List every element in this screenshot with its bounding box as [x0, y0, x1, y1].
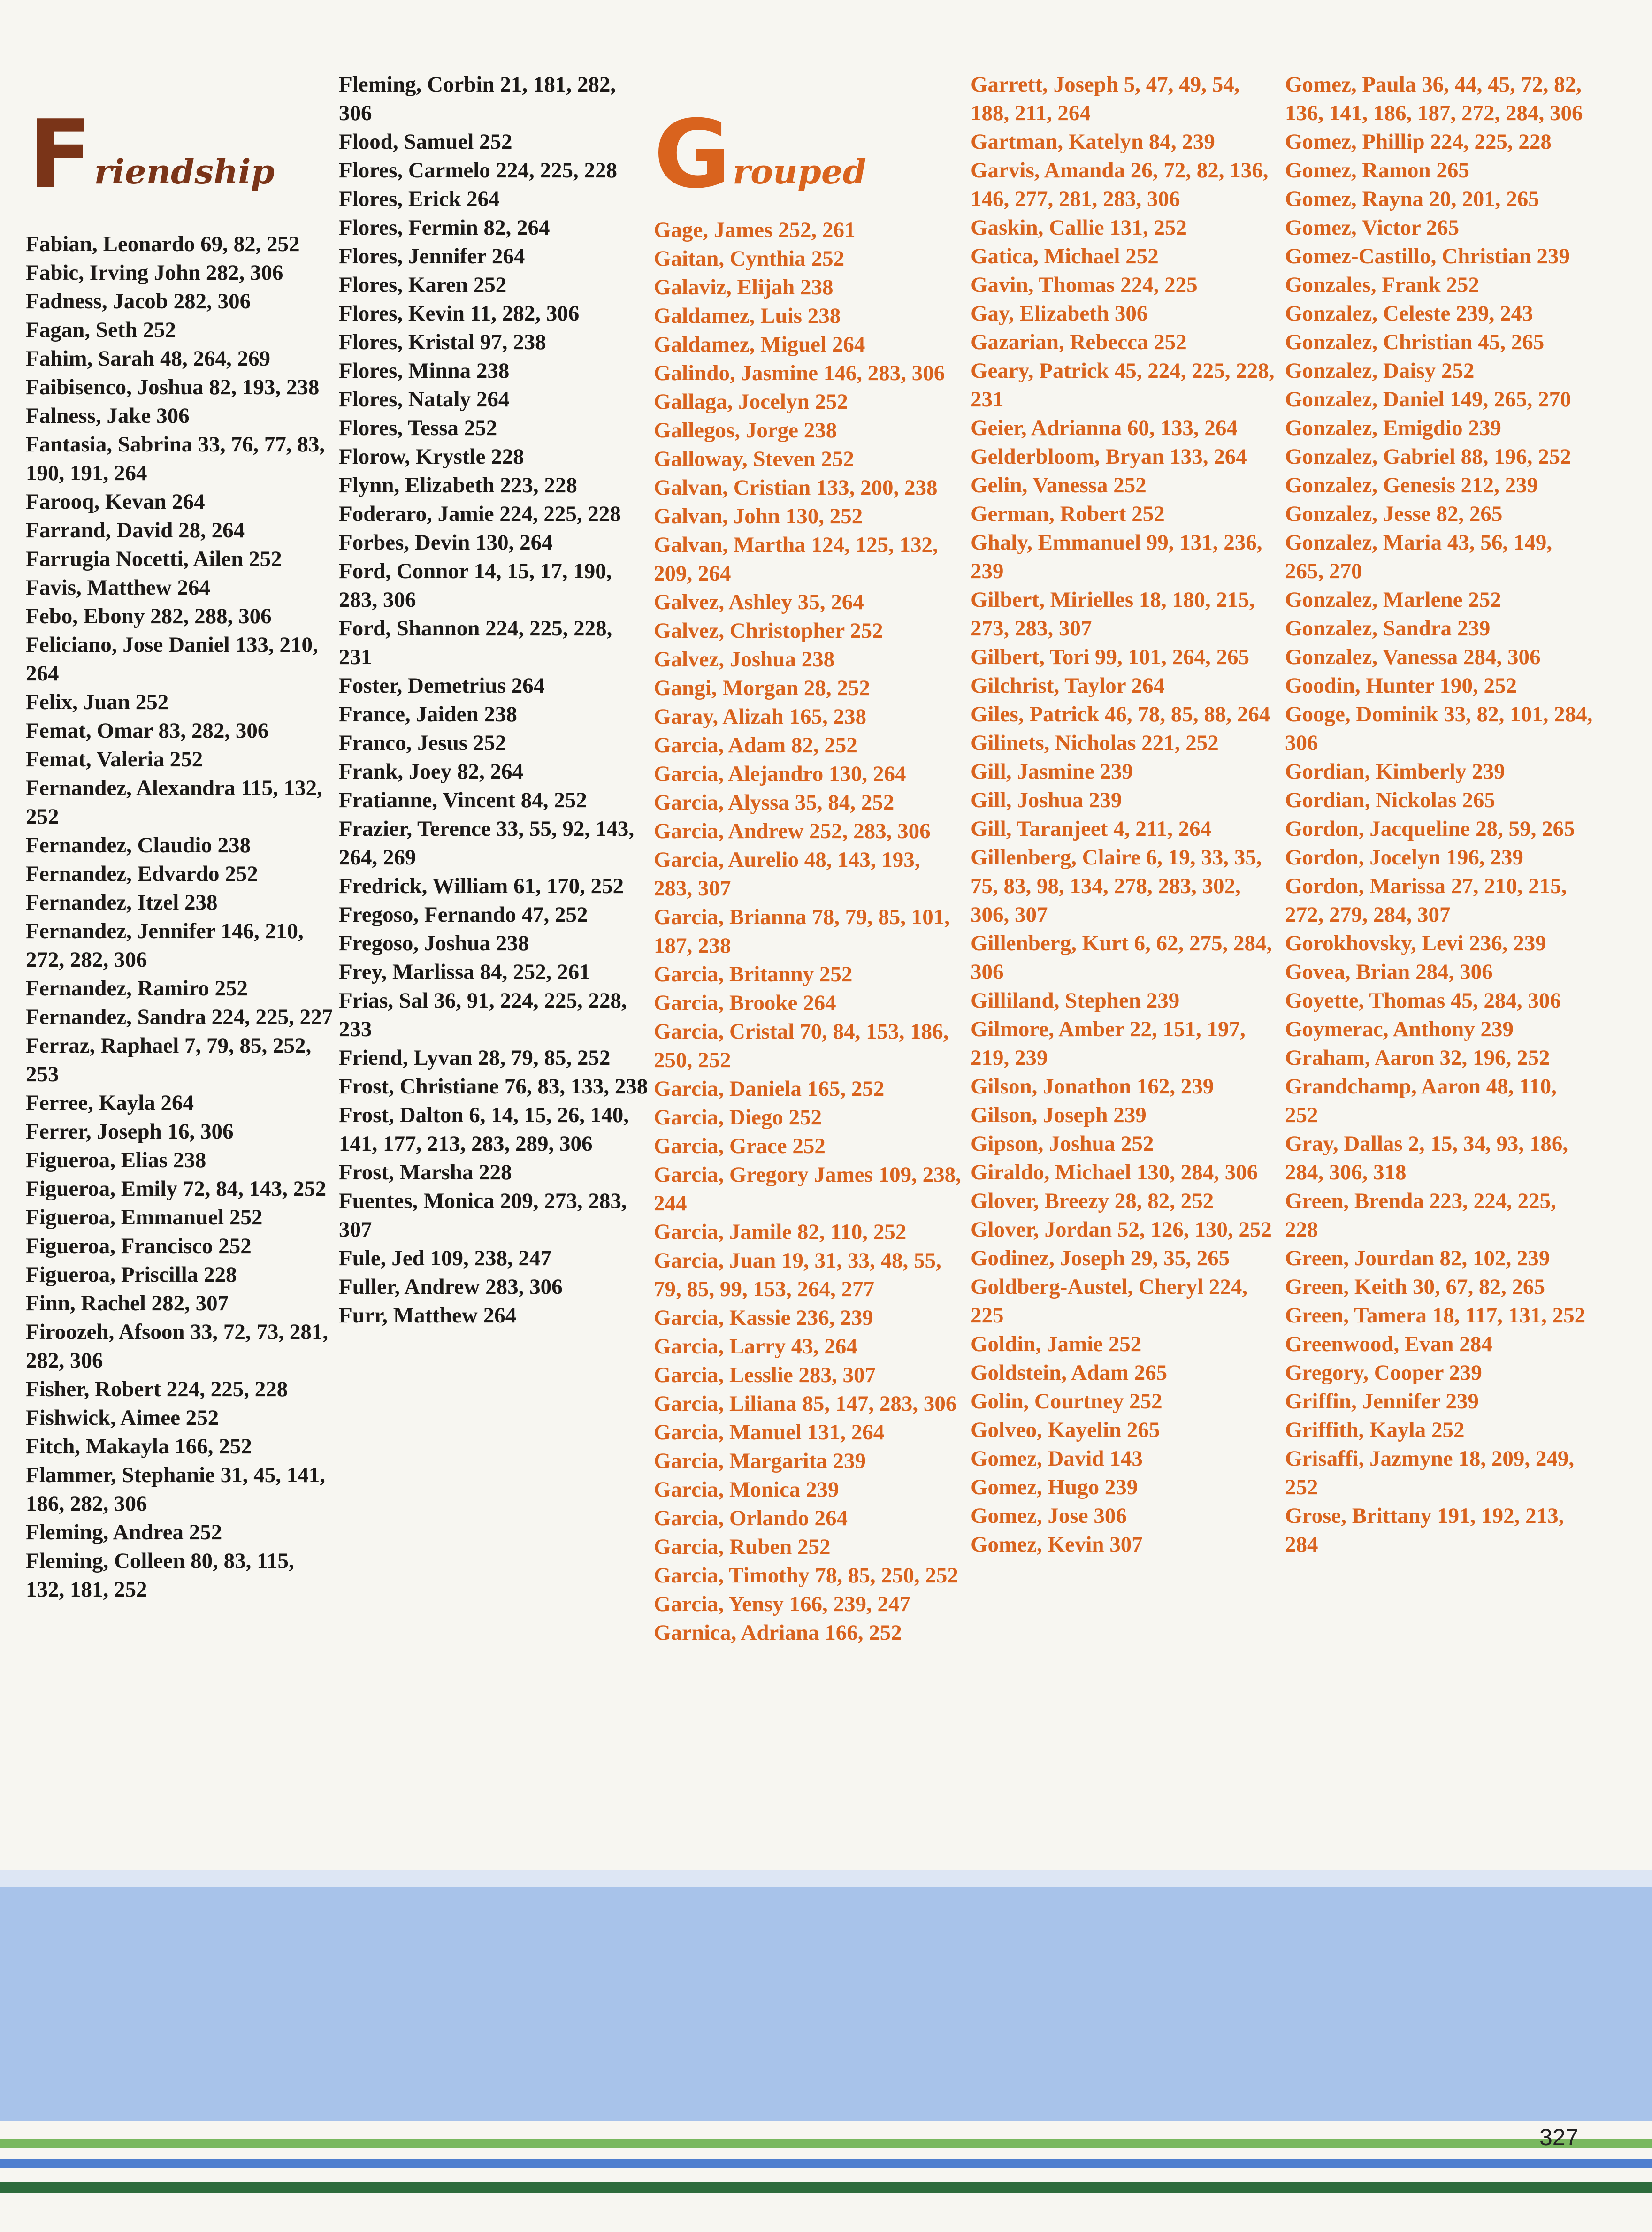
index-entry: Galvan, John 130, 252 [654, 504, 863, 528]
index-entry: Galvez, Christopher 252 [654, 619, 883, 643]
index-entry: Garcia, Jamile 82, 110, 252 [654, 1220, 907, 1244]
page-number: 327 [1539, 2124, 1579, 2150]
index-entry: Fernandez, Alexandra 115, 132, 252 [26, 776, 322, 829]
index-entry: Gonzalez, Genesis 212, 239 [1285, 473, 1538, 497]
index-entry: Frost, Dalton 6, 14, 15, 26, 140, 141, 177, 213, 283, 289, 306 [339, 1103, 629, 1156]
index-entry: Glover, Jordan 52, 126, 130, 252 [971, 1217, 1272, 1242]
index-entry: Falness, Jake 306 [26, 404, 190, 428]
index-entry: Garcia, Juan 19, 31, 33, 48, 55, 79, 85, 99, 153, 264, 277 [654, 1248, 941, 1301]
index-entry: Garcia, Timothy 78, 85, 250, 252 [654, 1563, 958, 1588]
index-entry: Gatica, Michael 252 [971, 244, 1159, 268]
index-entry: Gage, James 252, 261 [654, 218, 856, 242]
index-column-3 [654, 216, 964, 1647]
index-entry: Gomez, Phillip 224, 225, 228 [1285, 130, 1552, 154]
index-entry: Ghaly, Emmanuel 99, 131, 236, 239 [971, 530, 1262, 583]
index-entry: Fernandez, Ramiro 252 [26, 976, 248, 1001]
friendship-initial: F [28, 100, 92, 209]
index-entry: Goldstein, Adam 265 [971, 1361, 1168, 1385]
index-entry: Fernandez, Sandra 224, 225, 227 [26, 1005, 333, 1029]
index-entry: Gregory, Cooper 239 [1285, 1361, 1482, 1385]
friendship-rest: riendship [94, 152, 275, 191]
index-entry: German, Robert 252 [971, 502, 1165, 526]
index-column-5 [1285, 70, 1595, 1559]
index-entry: Gonzalez, Jesse 82, 265 [1285, 502, 1503, 526]
index-entry: Garcia, Britanny 252 [654, 962, 853, 986]
index-entry: Garcia, Ruben 252 [654, 1535, 831, 1559]
index-entry: Garcia, Alyssa 35, 84, 252 [654, 790, 895, 815]
index-entry: Gomez, Ramon 265 [1285, 158, 1469, 183]
index-entry: Gilbert, Tori 99, 101, 264, 265 [971, 645, 1250, 669]
index-entry: Govea, Brian 284, 306 [1285, 960, 1493, 984]
index-entry: Fabian, Leonardo 69, 82, 252 [26, 232, 300, 256]
grouped-heading [654, 100, 964, 209]
index-entry: Figueroa, Emmanuel 252 [26, 1205, 263, 1230]
index-entry: Garcia, Yensy 166, 239, 247 [654, 1592, 911, 1616]
index-entry: Flores, Erick 264 [339, 187, 500, 211]
index-entry: Flores, Minna 238 [339, 359, 510, 383]
index-entry: Gipson, Joshua 252 [971, 1131, 1154, 1156]
index-entry: Garvis, Amanda 26, 72, 82, 136, 146, 277, 281, 283, 306 [971, 158, 1269, 211]
index-entry: Flores, Tessa 252 [339, 416, 497, 440]
index-entry: Gilmore, Amber 22, 151, 197, 219, 239 [971, 1017, 1246, 1070]
index-entry: Garcia, Diego 252 [654, 1105, 822, 1130]
index-entry: Galvan, Cristian 133, 200, 238 [654, 475, 938, 500]
index-column-1 [26, 230, 336, 1604]
index-entry: Friend, Lyvan 28, 79, 85, 252 [339, 1046, 611, 1070]
index-entry: Galloway, Steven 252 [654, 447, 854, 471]
index-entry: Garcia, Andrew 252, 283, 306 [654, 819, 931, 843]
index-entry: Garnica, Adriana 166, 252 [654, 1620, 902, 1645]
index-entry: Florow, Krystle 228 [339, 444, 524, 469]
index-entry: Green, Jourdan 82, 102, 239 [1285, 1246, 1550, 1270]
index-entry: Foster, Demetrius 264 [339, 673, 545, 698]
index-entry: Gordon, Jocelyn 196, 239 [1285, 845, 1523, 870]
index-entry: Gilliland, Stephen 239 [971, 988, 1180, 1013]
index-entry: Flores, Kristal 97, 238 [339, 330, 546, 354]
index-entry: Garcia, Orlando 264 [654, 1506, 848, 1530]
index-entry: Fleming, Colleen 80, 83, 115, 132, 181, 252 [26, 1549, 294, 1602]
index-entry: Frank, Joey 82, 264 [339, 759, 523, 784]
index-entry: Gomez, Kevin 307 [971, 1532, 1143, 1557]
index-entry: Goymerac, Anthony 239 [1285, 1017, 1514, 1041]
index-entry: Frost, Christiane 76, 83, 133, 238 [339, 1074, 648, 1099]
index-entry: Gangi, Morgan 28, 252 [654, 676, 870, 700]
index-entry: Flores, Jennifer 264 [339, 244, 525, 268]
index-entry: Gomez, Victor 265 [1285, 215, 1460, 240]
index-entry: Garrett, Joseph 5, 47, 49, 54, 188, 211, 264 [971, 72, 1240, 125]
index-entry: Fahim, Sarah 48, 264, 269 [26, 346, 270, 371]
index-entry: Gaskin, Callie 131, 252 [971, 215, 1187, 240]
index-entry: Gallegos, Jorge 238 [654, 418, 837, 443]
index-entry: Feliciano, Jose Daniel 133, 210, 264 [26, 633, 318, 686]
index-entry: Gilson, Joseph 239 [971, 1103, 1147, 1127]
index-entry: Gill, Jasmine 239 [971, 759, 1133, 784]
index-entry: Gartman, Katelyn 84, 239 [971, 130, 1215, 154]
index-entry: Garcia, Adam 82, 252 [654, 733, 857, 757]
index-entry: Firoozeh, Afsoon 33, 72, 73, 281, 282, 306 [26, 1320, 329, 1373]
index-entry: Fule, Jed 109, 238, 247 [339, 1246, 552, 1270]
index-entry: Gonzalez, Marlene 252 [1285, 588, 1501, 612]
grouped-rest: rouped [733, 152, 866, 191]
index-entry: Godinez, Joseph 29, 35, 265 [971, 1246, 1230, 1270]
index-entry: Forbes, Devin 130, 264 [339, 530, 553, 555]
index-entry: Fisher, Robert 224, 225, 228 [26, 1377, 288, 1401]
index-entry: Green, Tamera 18, 117, 131, 252 [1285, 1303, 1586, 1328]
index-entry: Furr, Matthew 264 [339, 1303, 517, 1328]
index-entry: Galaviz, Elijah 238 [654, 275, 834, 299]
index-entry: Fadness, Jacob 282, 306 [26, 289, 251, 313]
index-entry: Fregoso, Joshua 238 [339, 931, 529, 955]
index-entry: Fregoso, Fernando 47, 252 [339, 902, 588, 927]
index-entry: Flynn, Elizabeth 223, 228 [339, 473, 577, 497]
index-entry: Galdamez, Luis 238 [654, 304, 841, 328]
footer-stripe-dark-green [0, 2182, 1652, 2193]
index-entry: Frias, Sal 36, 91, 224, 225, 228, 233 [339, 988, 627, 1041]
index-entry: Gill, Taranjeet 4, 211, 264 [971, 817, 1212, 841]
index-entry: Gomez, Hugo 239 [971, 1475, 1138, 1499]
index-entry: Gonzalez, Sandra 239 [1285, 616, 1491, 641]
index-entry: Goldberg-Austel, Cheryl 224, 225 [971, 1275, 1248, 1328]
index-entry: Gonzales, Frank 252 [1285, 273, 1479, 297]
index-entry: Fuentes, Monica 209, 273, 283, 307 [339, 1189, 627, 1242]
index-entry: Gomez, Jose 306 [971, 1504, 1127, 1528]
index-entry: Finn, Rachel 282, 307 [26, 1291, 229, 1315]
friendship-heading [28, 100, 338, 209]
index-entry: Garcia, Larry 43, 264 [654, 1334, 857, 1359]
index-entry: Grandchamp, Aaron 48, 110, 252 [1285, 1074, 1557, 1127]
index-entry: Garcia, Aurelio 48, 143, 193, 283, 307 [654, 848, 920, 901]
index-entry: Gonzalez, Vanessa 284, 306 [1285, 645, 1541, 669]
index-entry: Flores, Kevin 11, 282, 306 [339, 301, 580, 326]
index-entry: Garcia, Lesslie 283, 307 [654, 1363, 876, 1387]
index-entry: Garcia, Margarita 239 [654, 1449, 866, 1473]
index-entry: Flammer, Stephanie 31, 45, 141, 186, 282, 306 [26, 1463, 325, 1516]
index-entry: Fredrick, William 61, 170, 252 [339, 874, 624, 898]
index-entry: Gilbert, Mirielles 18, 180, 215, 273, 283, 307 [971, 588, 1255, 641]
index-entry: Galvan, Martha 124, 125, 132, 209, 264 [654, 533, 938, 586]
index-entry: Femat, Omar 83, 282, 306 [26, 719, 269, 743]
index-entry: Gilinets, Nicholas 221, 252 [971, 731, 1219, 755]
index-entry: Gonzalez, Maria 43, 56, 149, 265, 270 [1285, 530, 1553, 583]
index-entry: Gordon, Marissa 27, 210, 215, 272, 279, 284, 307 [1285, 874, 1567, 927]
index-entry: Gonzalez, Gabriel 88, 196, 252 [1285, 444, 1571, 469]
index-entry: Franco, Jesus 252 [339, 731, 506, 755]
index-entry: Grose, Brittany 191, 192, 213, 284 [1285, 1504, 1564, 1557]
index-entry: Farooq, Kevan 264 [26, 489, 205, 514]
index-entry: Gordon, Jacqueline 28, 59, 265 [1285, 817, 1575, 841]
index-entry: Giles, Patrick 46, 78, 85, 88, 264 [971, 702, 1270, 726]
index-entry: Febo, Ebony 282, 288, 306 [26, 604, 272, 628]
index-entry: Gonzalez, Daniel 149, 265, 270 [1285, 387, 1571, 412]
index-entry: Garcia, Cristal 70, 84, 153, 186, 250, 252 [654, 1019, 949, 1072]
index-entry: Gay, Elizabeth 306 [971, 301, 1148, 326]
index-column-2 [339, 70, 649, 1330]
index-entry: Ford, Connor 14, 15, 17, 190, 283, 306 [339, 559, 612, 612]
index-entry: Grisaffi, Jazmyne 18, 209, 249, 252 [1285, 1446, 1575, 1499]
index-entry: Gavin, Thomas 224, 225 [971, 273, 1198, 297]
index-entry: Felix, Juan 252 [26, 690, 169, 714]
index-entry: Galvez, Ashley 35, 264 [654, 590, 864, 614]
index-entry: Gonzalez, Emigdio 239 [1285, 416, 1501, 440]
index-entry: Flores, Fermin 82, 264 [339, 215, 550, 240]
index-entry: Ferraz, Raphael 7, 79, 85, 252, 253 [26, 1033, 312, 1086]
index-entry: Foderaro, Jamie 224, 225, 228 [339, 502, 621, 526]
index-entry: Fleming, Andrea 252 [26, 1520, 222, 1544]
index-entry: Garcia, Alejandro 130, 264 [654, 762, 906, 786]
index-entry: Fernandez, Itzel 238 [26, 890, 218, 915]
index-entry: Garcia, Gregory James 109, 238, 244 [654, 1162, 961, 1215]
footer-stripe-blue [0, 2159, 1652, 2168]
index-entry: Frey, Marlissa 84, 252, 261 [339, 960, 590, 984]
index-entry: Fernandez, Jennifer 146, 210, 272, 282, 306 [26, 919, 304, 972]
index-entry: Fernandez, Claudio 238 [26, 833, 251, 857]
index-entry: Giraldo, Michael 130, 284, 306 [971, 1160, 1258, 1185]
index-entry: Garay, Alizah 165, 238 [654, 704, 867, 729]
footer-stripe-green [0, 2139, 1652, 2148]
index-entry: Griffith, Kayla 252 [1285, 1418, 1465, 1442]
index-entry: Greenwood, Evan 284 [1285, 1332, 1492, 1356]
index-entry: Gelderbloom, Bryan 133, 264 [971, 444, 1247, 469]
index-entry: Femat, Valeria 252 [26, 747, 203, 772]
index-entry: Fagan, Seth 252 [26, 318, 176, 342]
index-entry: Flood, Samuel 252 [339, 130, 512, 154]
index-entry: Gillenberg, Kurt 6, 62, 275, 284, 306 [971, 931, 1272, 984]
index-entry: Frazier, Terence 33, 55, 92, 143, 264, 269 [339, 817, 635, 870]
index-entry: Favis, Matthew 264 [26, 575, 210, 600]
index-entry: Galvez, Joshua 238 [654, 647, 835, 672]
index-entry: Gomez, Paula 36, 44, 45, 72, 82, 136, 141, 186, 187, 272, 284, 306 [1285, 72, 1583, 125]
index-entry: Gilchrist, Taylor 264 [971, 673, 1165, 698]
index-entry: Ferrer, Joseph 16, 306 [26, 1119, 234, 1144]
index-entry: Garcia, Kassie 236, 239 [654, 1306, 873, 1330]
index-entry: Gonzalez, Christian 45, 265 [1285, 330, 1545, 354]
index-entry: Flores, Karen 252 [339, 273, 507, 297]
index-entry: Garcia, Brooke 264 [654, 991, 836, 1015]
index-entry: Gallaga, Jocelyn 252 [654, 390, 848, 414]
index-entry: Garcia, Manuel 131, 264 [654, 1420, 885, 1445]
footer-band-light [0, 1870, 1652, 1887]
index-entry: Fuller, Andrew 283, 306 [339, 1275, 563, 1299]
index-entry: Garcia, Brianna 78, 79, 85, 101, 187, 238 [654, 905, 950, 958]
index-entry: Garcia, Monica 239 [654, 1477, 839, 1502]
index-entry: Frost, Marsha 228 [339, 1160, 512, 1185]
index-entry: Gonzalez, Celeste 239, 243 [1285, 301, 1533, 326]
index-entry: Gordian, Nickolas 265 [1285, 788, 1495, 812]
grouped-initial: G [654, 100, 731, 209]
index-entry: Gomez, David 143 [971, 1446, 1143, 1471]
index-entry: Gelin, Vanessa 252 [971, 473, 1147, 497]
index-entry: Gaitan, Cynthia 252 [654, 246, 845, 271]
index-entry: Galindo, Jasmine 146, 283, 306 [654, 361, 945, 385]
index-entry: Golveo, Kayelin 265 [971, 1418, 1160, 1442]
index-entry: Griffin, Jennifer 239 [1285, 1389, 1479, 1414]
index-entry: Green, Brenda 223, 224, 225, 228 [1285, 1189, 1556, 1242]
index-entry: Golin, Courtney 252 [971, 1389, 1163, 1414]
index-entry: Farrugia Nocetti, Ailen 252 [26, 547, 282, 571]
index-entry: Garcia, Daniela 165, 252 [654, 1077, 885, 1101]
index-entry: Fleming, Corbin 21, 181, 282, 306 [339, 72, 616, 125]
index-entry: Fabic, Irving John 282, 306 [26, 260, 283, 285]
index-entry: Flores, Carmelo 224, 225, 228 [339, 158, 618, 183]
index-entry: Gomez, Rayna 20, 201, 265 [1285, 187, 1539, 211]
index-entry: Gillenberg, Claire 6, 19, 33, 35, 75, 83, 98, 134, 278, 283, 302, 306, 307 [971, 845, 1262, 927]
index-entry: Fernandez, Edvardo 252 [26, 862, 258, 886]
index-entry: Galdamez, Miguel 264 [654, 332, 865, 357]
index-entry: Graham, Aaron 32, 196, 252 [1285, 1046, 1550, 1070]
index-entry: Goodin, Hunter 190, 252 [1285, 673, 1517, 698]
index-entry: Garcia, Liliana 85, 147, 283, 306 [654, 1391, 957, 1416]
index-entry: Gordian, Kimberly 239 [1285, 759, 1505, 784]
index-entry: Fantasia, Sabrina 33, 76, 77, 83, 190, 191, 264 [26, 432, 325, 485]
index-entry: Farrand, David 28, 264 [26, 518, 245, 543]
index-entry: Geary, Patrick 45, 224, 225, 228, 231 [971, 359, 1275, 412]
index-entry: Geier, Adrianna 60, 133, 264 [971, 416, 1238, 440]
index-entry: Glover, Breezy 28, 82, 252 [971, 1189, 1214, 1213]
index-entry: Fishwick, Aimee 252 [26, 1406, 219, 1430]
index-entry: Flores, Nataly 264 [339, 387, 510, 412]
index-entry: Fratianne, Vincent 84, 252 [339, 788, 587, 812]
index-entry: Gilson, Jonathon 162, 239 [971, 1074, 1214, 1099]
index-entry: Gonzalez, Daisy 252 [1285, 359, 1475, 383]
index-column-4 [971, 70, 1280, 1559]
index-entry: Figueroa, Elias 238 [26, 1148, 206, 1172]
index-entry: Figueroa, Emily 72, 84, 143, 252 [26, 1177, 327, 1201]
index-entry: Gazarian, Rebecca 252 [971, 330, 1187, 354]
index-entry: Ferree, Kayla 264 [26, 1091, 194, 1115]
index-entry: Gray, Dallas 2, 15, 34, 93, 186, 284, 306, 318 [1285, 1131, 1568, 1185]
index-entry: Goyette, Thomas 45, 284, 306 [1285, 988, 1561, 1013]
index-entry: Gomez-Castillo, Christian 239 [1285, 244, 1570, 268]
index-entry: Goldin, Jamie 252 [971, 1332, 1142, 1356]
index-entry: Gorokhovsky, Levi 236, 239 [1285, 931, 1546, 955]
index-entry: Green, Keith 30, 67, 82, 265 [1285, 1275, 1545, 1299]
footer-band [0, 1887, 1652, 2121]
index-entry: Googe, Dominik 33, 82, 101, 284, 306 [1285, 702, 1593, 755]
index-entry: Fitch, Makayla 166, 252 [26, 1434, 252, 1459]
index-entry: Figueroa, Francisco 252 [26, 1234, 252, 1258]
index-entry: Figueroa, Priscilla 228 [26, 1262, 237, 1287]
index-entry: Gill, Joshua 239 [971, 788, 1122, 812]
index-entry: Faibisenco, Joshua 82, 193, 238 [26, 375, 320, 399]
index-entry: Ford, Shannon 224, 225, 228, 231 [339, 616, 612, 669]
index-entry: Garcia, Grace 252 [654, 1134, 826, 1158]
index-entry: France, Jaiden 238 [339, 702, 517, 726]
